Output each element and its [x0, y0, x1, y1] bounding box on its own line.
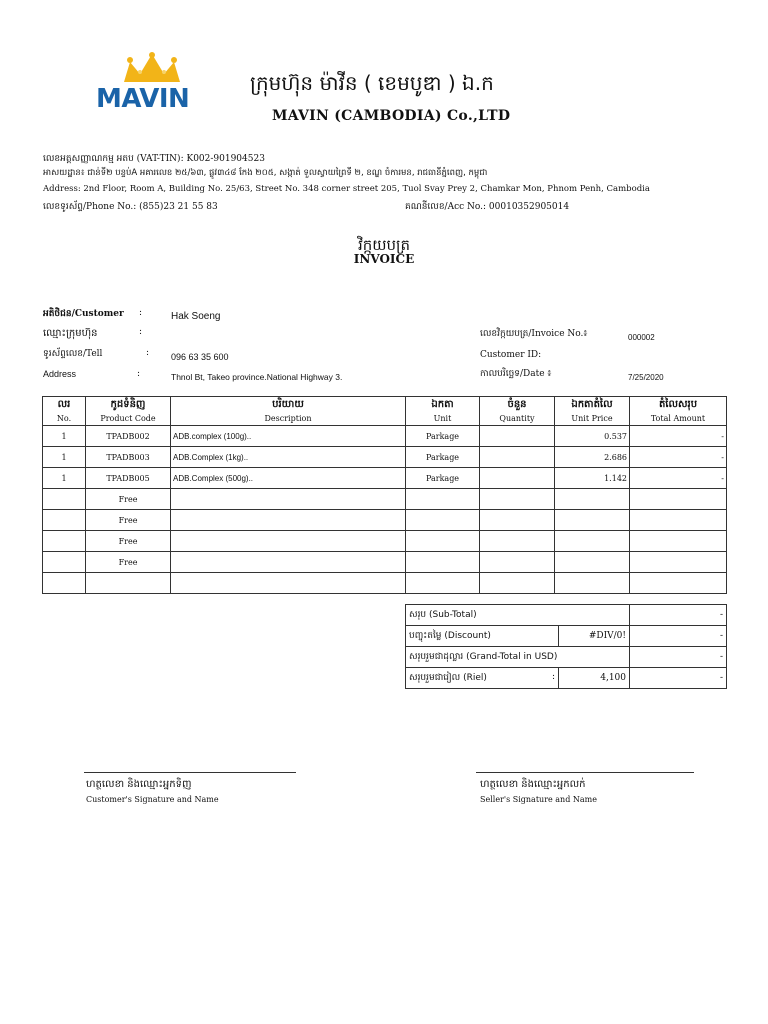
row-desc: ADB.Complex (500g).. — [171, 468, 406, 489]
row-qty — [480, 489, 555, 510]
logo-text: MAVIN — [96, 84, 190, 114]
row-no — [43, 510, 86, 531]
customer-value: Hak Soeng — [171, 311, 221, 322]
row-total: - — [630, 426, 727, 447]
customer-signature-label-khmer: ហត្ថលេខា និងឈ្មោះអ្នកទិញ — [86, 779, 192, 790]
row-unit — [406, 489, 480, 510]
table-row — [43, 510, 727, 531]
grand-total-row — [406, 647, 727, 668]
row-unit — [406, 531, 480, 552]
row-price — [555, 489, 630, 510]
row-qty — [480, 447, 555, 468]
row-desc — [171, 552, 406, 573]
row-code: TPADB003 — [86, 447, 171, 468]
address-khmer: អាសយដ្ឋាន៖ ជាន់ទី២ បន្ទប់A អគារលេខ ២៥/៦៣, ផ្លូវ៣៤៨ កែង ២០៥, សង្កាត់ ទួលស្វាយព្រៃទី ២, ខណ្ឌ ចំការមន, រាជធានីភ្នំពេញ, កម្ពុជា — [43, 168, 488, 178]
row-price — [555, 510, 630, 531]
row-total — [630, 531, 727, 552]
table-header-khmer — [43, 397, 727, 413]
discount-error: #DIV/0! — [559, 626, 630, 647]
table-row — [43, 552, 727, 573]
seller-signature-line — [476, 772, 694, 773]
row-desc — [171, 573, 406, 594]
row-desc — [171, 510, 406, 531]
row-unit — [406, 510, 480, 531]
row-code: Free — [86, 552, 171, 573]
company-name-khmer: ក្រុមហ៊ុន ម៉ាវីន ( ខេមបូឌា ) ឯ.ក — [250, 71, 494, 95]
grand-total-value: - — [630, 647, 727, 668]
row-desc: ADB.Complex (1kg).. — [171, 447, 406, 468]
totals-table — [405, 604, 727, 689]
row-no: 1 — [43, 468, 86, 489]
address-colon: : — [137, 369, 141, 379]
invoice-no-label: លេខវិក្កយបត្រ/Invoice No.៖ — [480, 329, 588, 339]
header-total-kh: តំលៃសរុប — [630, 397, 727, 413]
table-row — [43, 573, 727, 594]
table-row — [43, 468, 727, 489]
subtotal-label: សរុប (Sub-Total) — [406, 605, 630, 626]
customer-signature-label: Customer's Signature and Name — [86, 795, 219, 804]
riel-rate: 4,100 — [559, 668, 630, 689]
row-unit — [406, 552, 480, 573]
address-value: Thnol Bt, Takeo province.National Highway 3. — [171, 372, 343, 382]
address-english: Address: 2nd Floor, Room A, Building No. 25/63, Street No. 348 corner street 205, Tuol Svay Prey 2, Chamkar Mon, Phnom Penh, Cambodia — [43, 184, 650, 194]
header-price-kh: ឯកតាតំលៃ — [555, 397, 630, 413]
company-colon: : — [139, 327, 143, 337]
header-price: Unit Price — [555, 412, 630, 426]
discount-row — [406, 626, 727, 647]
seller-signature-label: Seller's Signature and Name — [480, 795, 597, 804]
address-label: Address — [43, 369, 77, 379]
row-total: - — [630, 447, 727, 468]
row-code: Free — [86, 489, 171, 510]
tel-label: ទូរស័ព្ទលេខ/Tell — [43, 349, 103, 359]
header-no: No. — [43, 412, 86, 426]
crown-icon — [120, 52, 184, 86]
row-code: TPADB005 — [86, 468, 171, 489]
row-unit — [406, 573, 480, 594]
row-qty — [480, 426, 555, 447]
row-qty — [480, 468, 555, 489]
row-qty — [480, 531, 555, 552]
invoice-title: INVOICE — [353, 252, 415, 266]
company-label: ឈ្មោះក្រុមហ៊ុន — [43, 328, 98, 339]
row-no — [43, 489, 86, 510]
row-total — [630, 510, 727, 531]
row-code: Free — [86, 531, 171, 552]
riel-value: - — [630, 668, 727, 689]
row-unit: Parkage — [406, 426, 480, 447]
header-desc-kh: បរិយាយ — [171, 397, 406, 413]
tel-value: 096 63 35 600 — [171, 352, 229, 362]
items-table — [42, 396, 727, 594]
row-price — [555, 573, 630, 594]
table-header-english — [43, 412, 727, 426]
grand-total-label: សរុបរួមជាដុល្លារ (Grand-Total in USD) — [406, 647, 630, 668]
row-code: Free — [86, 510, 171, 531]
riel-row — [406, 668, 727, 689]
header-qty-kh: ចំនួន — [480, 397, 555, 413]
vat-line: លេខអត្តសញ្ញាណកម្ម អតប (VAT-TIN): K002-901904523 — [43, 154, 265, 164]
row-price: 1.142 — [555, 468, 630, 489]
header-code-kh: កូដទំនិញ — [86, 397, 171, 413]
riel-label: សរុបរួមជារៀល (Riel) : — [406, 668, 559, 689]
customer-signature-line — [84, 772, 296, 773]
discount-value: - — [630, 626, 727, 647]
date-label: កាលបរិច្ឆេទ/Date ៖ — [480, 369, 552, 379]
row-qty — [480, 552, 555, 573]
table-row — [43, 426, 727, 447]
row-unit: Parkage — [406, 468, 480, 489]
tel-colon: : — [146, 348, 150, 358]
row-no — [43, 573, 86, 594]
subtotal-value: - — [630, 605, 727, 626]
table-row — [43, 447, 727, 468]
header-qty: Quantity — [480, 412, 555, 426]
row-price: 2.686 — [555, 447, 630, 468]
seller-signature-label-khmer: ហត្ថលេខា និងឈ្មោះអ្នកលក់ — [480, 779, 586, 790]
row-desc — [171, 531, 406, 552]
subtotal-row — [406, 605, 727, 626]
row-code — [86, 573, 171, 594]
customer-colon: : — [139, 308, 143, 318]
row-total — [630, 489, 727, 510]
header-no-kh: លរ — [43, 397, 86, 413]
header-total: Total Amount — [630, 412, 727, 426]
discount-label: បញ្ចុះតម្លៃ (Discount) — [406, 626, 559, 647]
row-unit: Parkage — [406, 447, 480, 468]
date-value: 7/25/2020 — [628, 373, 664, 382]
customer-id-label: Customer ID: — [480, 350, 542, 360]
invoice-title-khmer: វិក្កយបត្រ — [357, 236, 411, 254]
row-total — [630, 573, 727, 594]
riel-colon: : — [551, 671, 555, 682]
row-price — [555, 552, 630, 573]
row-total — [630, 552, 727, 573]
row-total: - — [630, 468, 727, 489]
row-desc — [171, 489, 406, 510]
account-line: គណនីលេខ/Acc No.: 00010352905014 — [405, 202, 570, 212]
customer-label: អតិថិជន/Customer — [43, 309, 124, 319]
row-qty — [480, 573, 555, 594]
row-no — [43, 552, 86, 573]
row-price — [555, 531, 630, 552]
company-logo — [92, 50, 210, 118]
row-desc: ADB.complex (100g).. — [171, 426, 406, 447]
header-unit-kh: ឯកតា — [406, 397, 480, 413]
header-unit: Unit — [406, 412, 480, 426]
header-code: Product Code — [86, 412, 171, 426]
invoice-no-value: 000002 — [628, 333, 655, 342]
row-no: 1 — [43, 426, 86, 447]
row-no — [43, 531, 86, 552]
table-row — [43, 489, 727, 510]
phone-line: លេខទូរស័ព្ទ/Phone No.: (855)23 21 55 83 — [43, 202, 218, 212]
row-qty — [480, 510, 555, 531]
company-name-english: MAVIN (CAMBODIA) Co.,LTD — [272, 108, 511, 124]
table-row — [43, 531, 727, 552]
row-price: 0.537 — [555, 426, 630, 447]
row-no: 1 — [43, 447, 86, 468]
row-code: TPADB002 — [86, 426, 171, 447]
header-desc: Description — [171, 412, 406, 426]
